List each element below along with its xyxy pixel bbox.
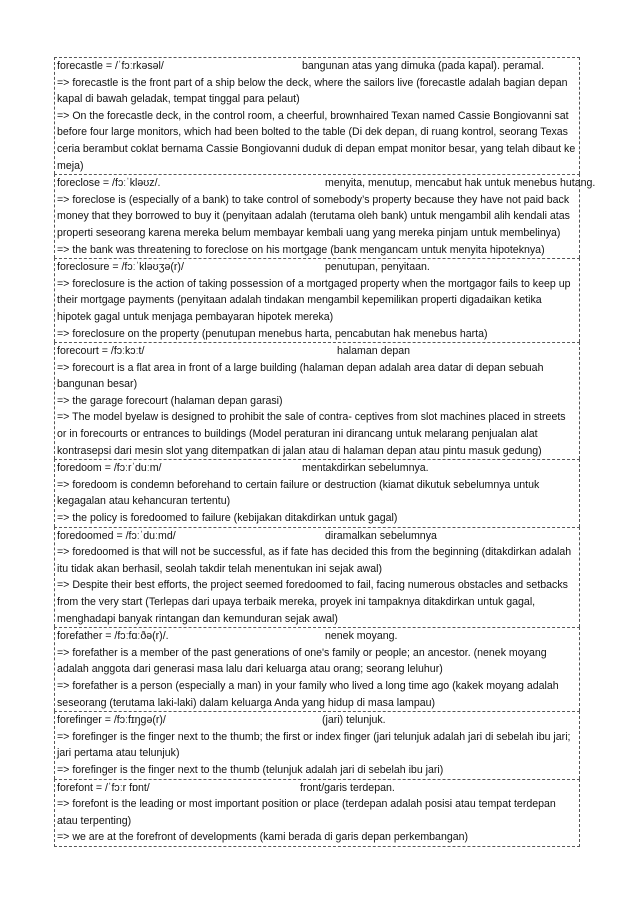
entry-meaning: bangunan atas yang dimuka (pada kapal). peramal. bbox=[302, 60, 545, 72]
entry-foredoom bbox=[54, 459, 580, 526]
entry-forefather bbox=[54, 627, 580, 711]
entry-line: => we are at the forefront of developments (kami berada di garis depan perkembangan) bbox=[57, 831, 469, 844]
entry-term: forefinger = /fɔːfɪŋɡə(r)/ bbox=[57, 714, 166, 727]
entry-header bbox=[57, 712, 577, 729]
entry-line: => forefinger is the finger next to the thumb; the first or index finger (jari telunjuk adalah jari di sebelah ibu jari; jari pertama atau telunjuk) bbox=[57, 730, 571, 760]
entry-line: => The model byelaw is designed to prohibit the sale of contra- ceptives from slot machines placed in streets or in forecourts or entrances to buildings (Model peraturan ini dirancang untuk melarang penjualan alat kontrasepsi dari mesin slot yang ditempatkan di jalan atau di halaman depan atau pintu masuk gedung) bbox=[57, 411, 566, 457]
entry-meaning: nenek moyang. bbox=[325, 630, 398, 643]
entry-term: forecastle = /ˈfɔːrkəsəl/ bbox=[57, 60, 164, 72]
entry-foreclosure bbox=[54, 258, 580, 342]
entry-header bbox=[57, 528, 577, 545]
glossary-page bbox=[54, 57, 596, 847]
entry-term: foredoom = /fɔːrˈduːm/ bbox=[57, 462, 162, 475]
entry-line: => forefather is a person (especially a man) in your family who lived a long time ago (kakek moyang adalah seseorang (terutama laki-laki) dalam keluarga Anda yang hidup di masa lampau) bbox=[57, 679, 559, 709]
entry-header bbox=[57, 259, 577, 276]
entry-term: foredoomed = /fɔːˈduːmd/ bbox=[57, 529, 176, 542]
entry-forecastle bbox=[54, 57, 580, 174]
entry-line: => foreclosure is the action of taking possession of a mortgaged property when the mortgagor fails to keep up their mortgage payments (penyitaan adalah tindakan mengambil kepemilikan properti digadaikan ketika hipotek gagal untuk menjaga pembayaran hipotek mereka) bbox=[57, 277, 571, 323]
entry-meaning: penutupan, penyitaan. bbox=[325, 261, 430, 274]
entry-line: => the garage forecourt (halaman depan garasi) bbox=[57, 394, 283, 407]
entry-forefont bbox=[54, 779, 580, 847]
entry-term: forecourt = /fɔːkɔːt/ bbox=[57, 345, 145, 358]
entry-meaning: diramalkan sebelumnya bbox=[325, 529, 437, 542]
entry-line: => forefont is the leading or most important position or place (terdepan adalah posisi atau tempat terdepan atau terpenting) bbox=[57, 798, 556, 827]
entry-forecourt bbox=[54, 342, 580, 459]
entry-line: => foreclosure on the property (penutupan menebus harta, pencabutan hak menebus harta) bbox=[57, 327, 488, 340]
entry-header bbox=[57, 175, 596, 192]
entry-line: => Despite their best efforts, the project seemed foredoomed to fail, facing numerous obstacles and setbacks from the very start (Terlepas dari upaya terbaik mereka, proyek ini tampaknya ditakdirkan untuk gagal, menghadapi banyak rintangan dan kemunduran sejak awal) bbox=[57, 579, 568, 625]
entry-meaning: menyita, menutup, mencabut hak untuk menebus hutang. bbox=[325, 177, 596, 190]
entry-line: => foredoomed is that will not be successful, as if fate has decided this from the beginning (ditakdirkan adalah itu tidak akan berhasil, seolah takdir telah menentukan ini sejak awal) bbox=[57, 546, 572, 575]
entry-line: => forecastle is the front part of a ship below the deck, where the sailors live (forecastle adalah bagian depan kapal di bawah geladak, tempat tinggal para pelaut) bbox=[57, 76, 568, 106]
entry-meaning: (jari) telunjuk. bbox=[322, 714, 386, 727]
entry-line: => the bank was threatening to foreclose on his mortgage (bank mengancam untuk menyita hipoteknya) bbox=[57, 243, 545, 256]
entry-header bbox=[57, 58, 577, 75]
entry-line: => forecourt is a flat area in front of a large building (halaman depan adalah area datar di depan sebuah bangunan besar) bbox=[57, 361, 544, 391]
entry-header bbox=[57, 343, 577, 360]
entry-line: => forefinger is the finger next to the thumb (telunjuk adalah jari di sebelah ibu jari) bbox=[57, 763, 444, 776]
entry-line: => foredoom is condemn beforehand to certain failure or destruction (kiamat dikutuk sebelumnya untuk kegagalan atau kehancuran tertentu) bbox=[57, 478, 540, 508]
entry-meaning: front/garis terdepan. bbox=[300, 781, 395, 794]
entry-foreclose bbox=[54, 174, 596, 258]
entry-header bbox=[57, 628, 577, 645]
entry-term: forefont = /ˈfɔːr fɒnt/ bbox=[57, 781, 150, 794]
entry-header bbox=[57, 460, 577, 477]
entry-line: => On the forecastle deck, in the control room, a cheerful, brownhaired Texan named Cassie Bongiovanni sat before four large monitors, which had been bolted to the table (Di dek depan, di ruang kontrol, seorang Texas ceria berambut coklat bernama Cassie Bongiovanni duduk di depan empat monitor besar, yang telah dibaut ke meja) bbox=[57, 109, 576, 172]
entry-meaning: halaman depan bbox=[337, 345, 411, 358]
entry-line: => forefather is a member of the past generations of one's family or people; an ancestor. (nenek moyang adalah anggota dari generasi masa lalu dari keluarga atau orang; seorang leluhur) bbox=[57, 646, 547, 676]
entry-line: => foreclose is (especially of a bank) to take control of somebody’s property because they have not paid back money that they borrowed to buy it (penyitaan adalah (terutama oleh bank) untuk mengambil alih kendali atas properti seseorang karena mereka belum membayar kembali uang yang mereka pinjam untuk membelinya) bbox=[57, 193, 570, 239]
entry-meaning: mentakdirkan sebelumnya. bbox=[302, 462, 429, 475]
entry-foredoomed bbox=[54, 527, 580, 628]
entry-header bbox=[57, 780, 577, 797]
entry-forefinger bbox=[54, 711, 580, 778]
entry-line: => the policy is foredoomed to failure (kebijakan ditakdirkan untuk gagal) bbox=[57, 512, 398, 525]
entry-term: foreclose = /fɔːˈkləʊz/. bbox=[57, 177, 161, 190]
entry-term: forefather = /fɔːfɑːðə(r)/. bbox=[57, 630, 169, 643]
entry-term: foreclosure = /fɔːˈkləʊʒə(r)/ bbox=[57, 261, 184, 274]
